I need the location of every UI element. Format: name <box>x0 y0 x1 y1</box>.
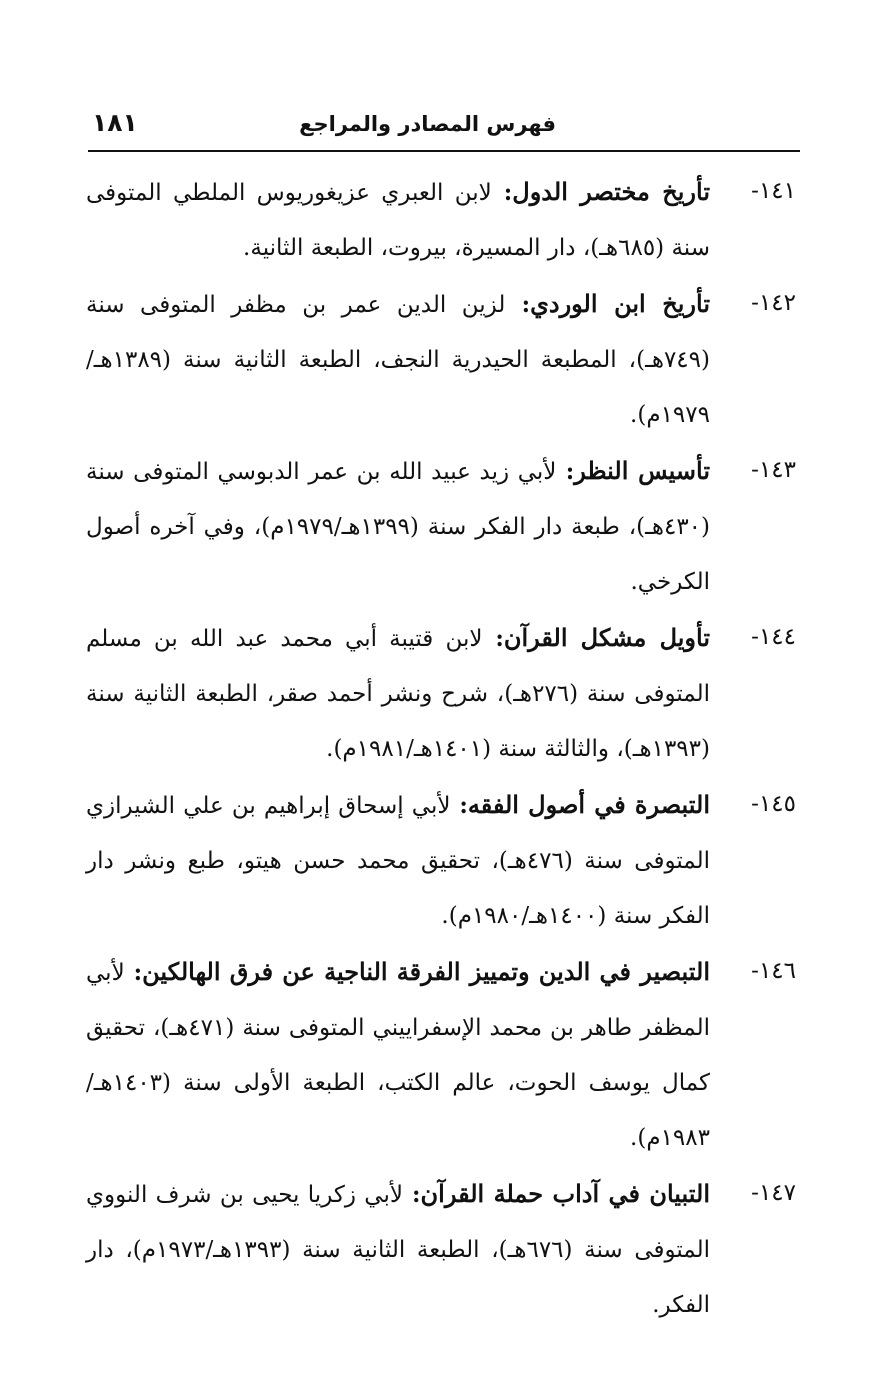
entry-colon: : <box>450 792 468 819</box>
entry-number: ١٤١- <box>751 178 796 204</box>
bibliography-entry <box>86 276 796 443</box>
entry-colon: : <box>556 458 575 485</box>
entry-text: لأبي إسحاق إبراهيم بن علي الشيرازي المتوفى سنة (٤٧٦هـ)، تحقيق محمد حسن هيتو، طبع ونشر دار الفكر سنة (١٤٠٠هـ/١٩٨٠م). <box>86 793 710 929</box>
entry-title: تأريخ ابن الوردي <box>530 289 711 318</box>
bibliography-entry <box>86 944 796 1166</box>
entry-text: لأبي زكريا يحيى بن شرف النووي المتوفى سنة (٦٧٦هـ)، الطبعة الثانية سنة (١٣٩٣هـ/١٩٧٣م)، دار الفكر. <box>86 1182 710 1318</box>
entry-number: ١٤٥- <box>751 791 796 817</box>
entry-title: تأسيس النظر <box>574 456 711 485</box>
entry-title: تأريخ مختصر الدول <box>512 177 711 206</box>
entry-colon: : <box>505 291 531 318</box>
page-header <box>88 104 800 148</box>
bibliography-entry <box>86 443 796 610</box>
bibliography-entry <box>86 610 796 777</box>
entry-colon: : <box>124 959 143 986</box>
entry-title: التبصرة في أصول الفقه <box>467 790 710 819</box>
page-number: ١٨١ <box>92 108 138 137</box>
running-title: فهرس المصادر والمراجع <box>299 112 556 136</box>
entry-number: ١٤٣- <box>751 457 796 483</box>
entry-colon: : <box>491 179 513 206</box>
entry-number: ١٤٢- <box>751 290 796 316</box>
entry-colon: : <box>402 1181 421 1208</box>
entry-number: ١٤٧- <box>751 1180 796 1206</box>
entry-text: لابن العبري عزيغوريوس الملطي المتوفى سنة (٦٨٥هـ)، دار المسيرة، بيروت، الطبعة الثانية. <box>86 180 710 261</box>
entry-text: لأبي المظفر طاهر بن محمد الإسفراييني المتوفى سنة (٤٧١هـ)، تحقيق كمال يوسف الحوت، عالم الكتب، الطبعة الأولى سنة (١٤٠٣هـ/ ١٩٨٣م). <box>86 960 710 1151</box>
bibliography-list <box>86 164 796 1333</box>
bibliography-entry <box>86 1166 796 1333</box>
entry-text: لابن قتيبة أبي محمد عبد الله بن مسلم المتوفى سنة (٢٧٦هـ)، شرح ونشر أحمد صقر، الطبعة الثانية سنة (١٣٩٣هـ)، والثالثة سنة (١٤٠١هـ/١٩٨١م). <box>86 626 710 762</box>
entry-colon: : <box>482 625 504 652</box>
header-rule <box>88 150 800 152</box>
entry-number: ١٤٤- <box>751 624 796 650</box>
bibliography-entry <box>86 164 796 276</box>
entry-number: ١٤٦- <box>751 958 796 984</box>
entry-title: تأويل مشكل القرآن <box>503 623 711 652</box>
entry-title: التبيان في آداب حملة القرآن <box>420 1179 711 1208</box>
entry-text: لأبي زيد عبيد الله بن عمر الدبوسي المتوفى سنة (٤٣٠هـ)، طبعة دار الفكر سنة (١٣٩٩هـ/١٩٧٩م)، وفي آخره أصول الكرخي. <box>86 459 711 595</box>
bibliography-entry <box>86 777 796 944</box>
entry-text: لزين الدين عمر بن مظفر المتوفى سنة (٧٤٩هـ)، المطبعة الحيدرية النجف، الطبعة الثانية سنة (١٣٨٩هـ/١٩٧٩م). <box>86 292 710 428</box>
entry-title: التبصير في الدين وتمييز الفرقة الناجية عن فرق الهالكين <box>142 957 711 986</box>
